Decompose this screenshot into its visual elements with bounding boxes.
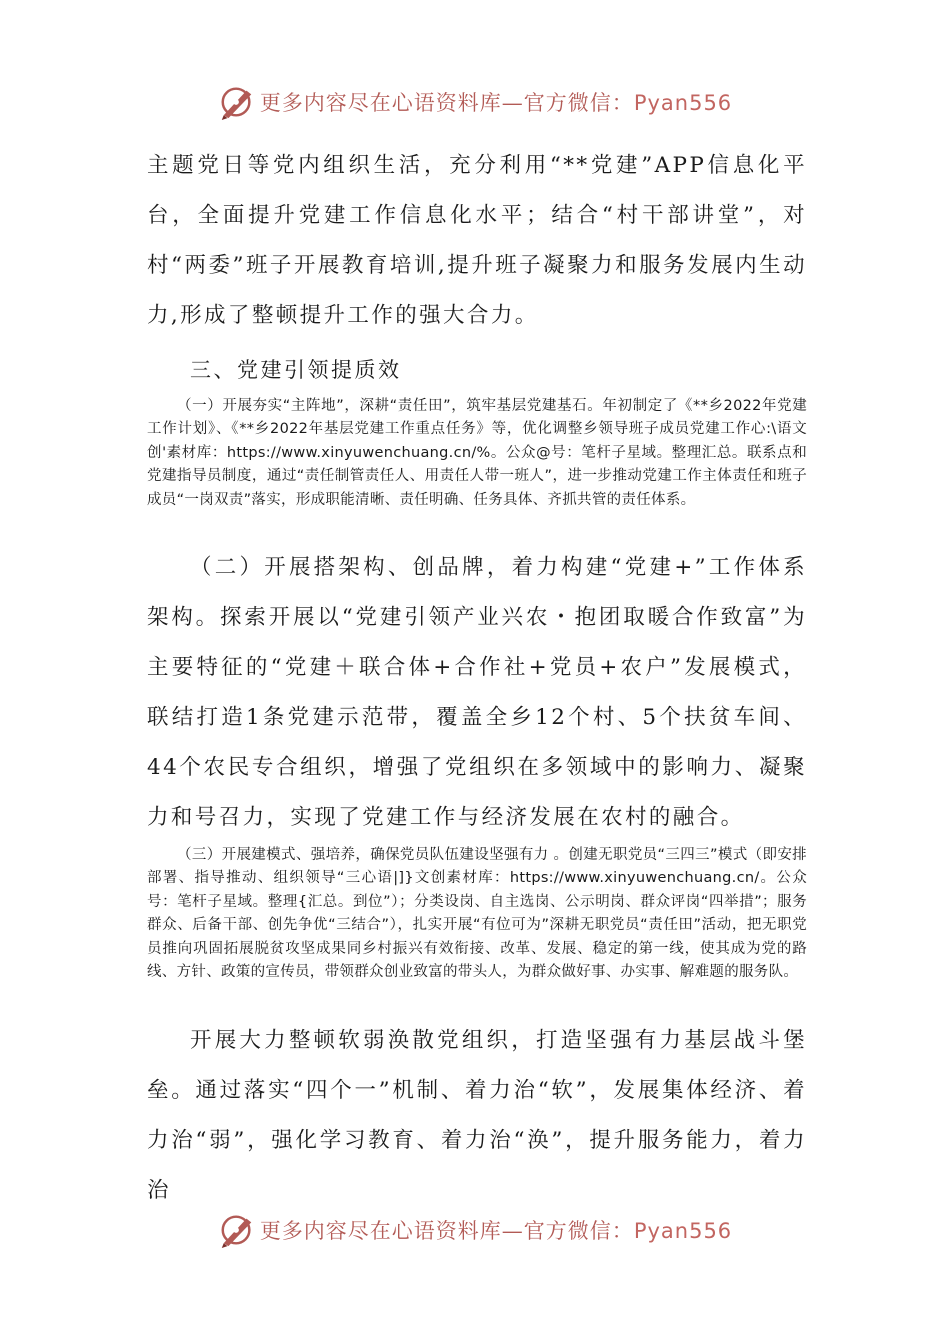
watermark-text: 更多内容尽在心语资料库—官方微信：Pyan556 (259, 1219, 733, 1243)
paragraph-rectification: 开展大力整顿软弱涣散党组织，打造坚强有力基层战斗堡垒。通过落实“四个一”机制、着力治“软”，发展集体经济、着力治“弱”，强化学习教育、着力治“涣”，提升服务能力，着力治 (147, 1028, 807, 1203)
paragraph-continuation: 主题党日等党内组织生活，充分利用“**党建”APP信息化平台，全面提升党建工作信息化水平；结合“村干部讲堂”，对村“两委”班子开展教育培训,提升班子凝聚力和服务发展内生动力,形成了整顿提升工作的强大合力。 (147, 153, 807, 328)
pen-logo-icon (218, 83, 256, 121)
watermark-text: 更多内容尽在心语资料库—官方微信：Pyan556 (259, 91, 733, 115)
pen-logo-icon (218, 1211, 256, 1249)
paragraph-item-1: （一）开展夯实“主阵地”，深耕“责任田”，筑牢基层党建基石。年初制定了《**乡2022年党建工作计划》、《**乡2022年基层党建工作重点任务》等，优化调整乡领导班子成员党建工作心:\语文创'素材库：https://www.xinyuwenchuang.cn/%。公众@号：笔杆子星域。整理汇总。联系点和党建指导员制度，通过“责任制管责任人、用责任人带一班人”，进一步推动党建工作主体责任和班子成员“一岗双责”落实，形成职能清晰、责任明确、任务具体、齐抓共管的责任体系。 (147, 398, 807, 508)
paragraph-item-3: （三）开展建模式、强培养，确保党员队伍建设坚强有力 。创建无职党员“三四三”模式（即安排部署、指导推动、组织领导“三心语|]}文创素材库：https://www.xinyuwenchuang.cn/。公众号：笔杆子星域。整理{汇总。到位”）；分类设岗、自主选岗、公示明岗、群众评岗“四举措”；服务群众、后备干部、创先争优“三结合”），扎实开展“有位可为”深耕无职党员“责任田”活动，把无职党员推向巩固拓展脱贫攻坚成果同乡村振兴有效衔接、改革、发展、稳定的第一线，使其成为党的路线、方针、政策的宣传员，带领群众创业致富的带头人，为群众做好事、办实事、解难题的服务队。 (147, 847, 807, 981)
watermark-banner-top (0, 82, 950, 122)
watermark-banner-bottom (0, 1210, 950, 1250)
section-heading-3: 三、党建引领提质效 (190, 358, 402, 382)
paragraph-item-2: （二）开展搭架构、创品牌，着力构建“党建+”工作体系架构。探索开展以“党建引领产业兴农・抱团取暖合作致富”为主要特征的“党建＋联合体+合作社+党员+农户”发展模式，联结打造1条党建示范带，覆盖全乡12个村、5个扶贫车间、44个农民专合组织，增强了党组织在多领域中的影响力、凝聚力和号召力，实现了党建工作与经济发展在农村的融合。 (147, 555, 807, 830)
